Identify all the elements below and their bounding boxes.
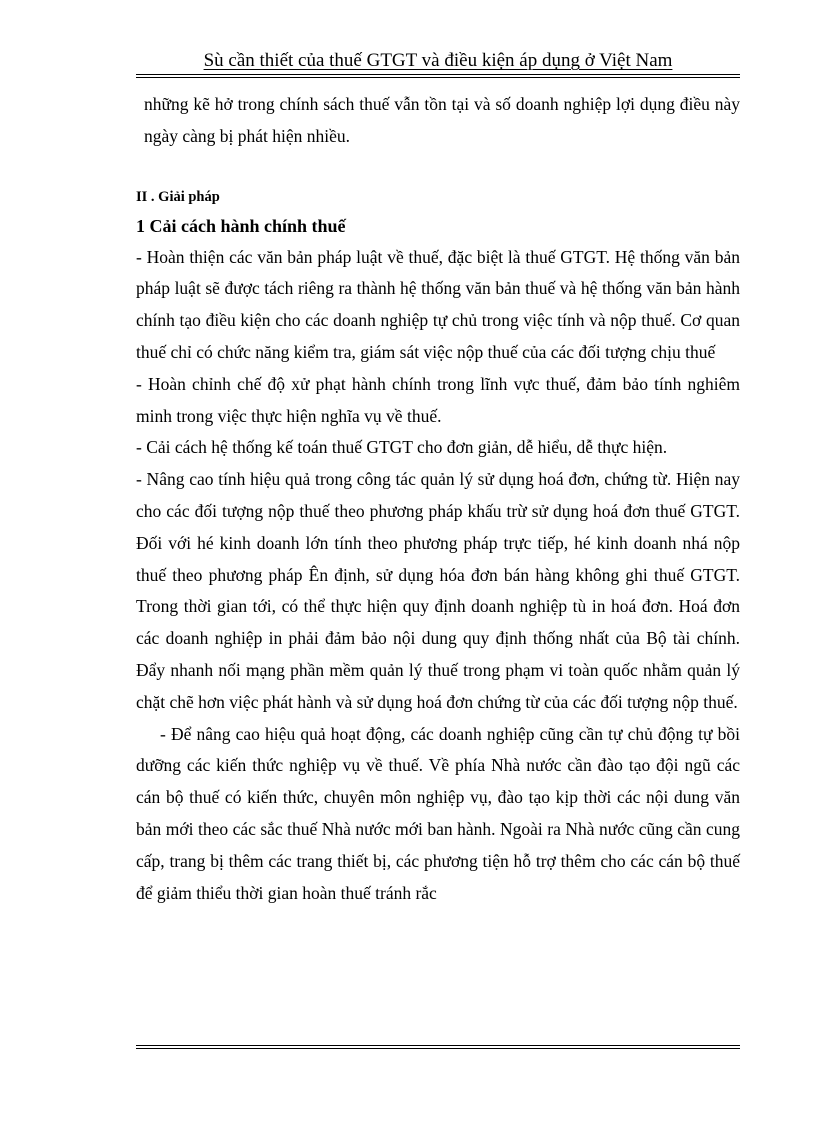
- section-heading: II . Giải pháp: [136, 188, 220, 205]
- header-rule-bottom: [136, 77, 740, 78]
- document-body: [136, 89, 740, 909]
- paragraph-legal-documents: - Hoàn thiện các văn bản pháp luật về thuế, đặc biệt là thuế GTGT. Hệ thống văn bản pháp luật sẽ được tách riêng ra thành hệ thống văn bản thuế và hệ thống văn bản hành chính tạo điều kiện cho các doanh nghiệp tự chủ trong việc tính và nộp thuế. Cơ quan thuế chỉ có chức năng kiểm tra, giám sát việc nộp thuế của các đối tượng chịu thuế: [136, 246, 740, 362]
- paragraph-penalties: - Hoàn chỉnh chế độ xử phạt hành chính trong lĩnh vực thuế, đảm bảo tính nghiêm minh trong việc thực hiện nghĩa vụ về thuế.: [136, 373, 740, 426]
- continuation-paragraph: những kẽ hở trong chính sách thuế vẫn tồn tại và số doanh nghiệp lợi dụng điều này ngày càng bị phát hiện nhiều.: [144, 94, 740, 146]
- header-rule-top: [136, 74, 740, 75]
- paragraph-invoices: - Nâng cao tính hiệu quả trong công tác quản lý sử dụng hoá đơn, chứng từ. Hiện nay cho các đối tượng nộp thuế theo phương pháp khấu trừ sử dụng hoá đơn thuế GTGT. Đối với hé kinh doanh lớn tính theo phương pháp trực tiếp, hé kinh doanh nhá nộp thuế theo phương pháp Ên định, sử dụng hóa đơn bán hàng không ghi thuế GTGT. Trong thời gian tới, có thể thực hiện quy định doanh nghiệp tù in hoá đơn. Hoá đơn các doanh nghiệp in phải đảm bảo nội dung quy định thống nhất của Bộ tài chính. Đẩy nhanh nối mạng phần mềm quản lý thuế trong phạm vi toàn quốc nhằm quản lý chặt chẽ hơn việc phát hành và sử dụng hoá đơn chứng từ của các đối tượng nộp thuế.: [136, 469, 740, 712]
- paragraph-training: - Để nâng cao hiệu quả hoạt động, các doanh nghiệp cũng cần tự chủ động tự bồi dưỡng các kiến thức nghiệp vụ về thuế. Về phía Nhà nước cần đào tạo đội ngũ các cán bộ thuế có kiến thức, chuyên môn nghiệp vụ, đào tạo kịp thời các nội dung văn bản mới theo các sắc thuế Nhà nước mới ban hành. Ngoài ra Nhà nước cũng cần cung cấp, trang bị thêm các trang thiết bị, các phương tiện hỗ trợ thêm cho các cán bộ thuế để giảm thiểu thời gian hoàn thuế tránh rắc: [136, 723, 740, 903]
- subsection-heading: 1 Cải cách hành chính thuế: [136, 215, 346, 236]
- footer-rule-bottom: [136, 1048, 740, 1049]
- page-header-title: Sù cần thiết của thuế GTGT và điều kiện áp dụng ở Việt Nam: [203, 50, 673, 71]
- footer-rule-top: [136, 1045, 740, 1046]
- paragraph-accounting: - Cải cách hệ thống kế toán thuế GTGT cho đơn giản, dễ hiểu, dễ thực hiện.: [136, 437, 668, 458]
